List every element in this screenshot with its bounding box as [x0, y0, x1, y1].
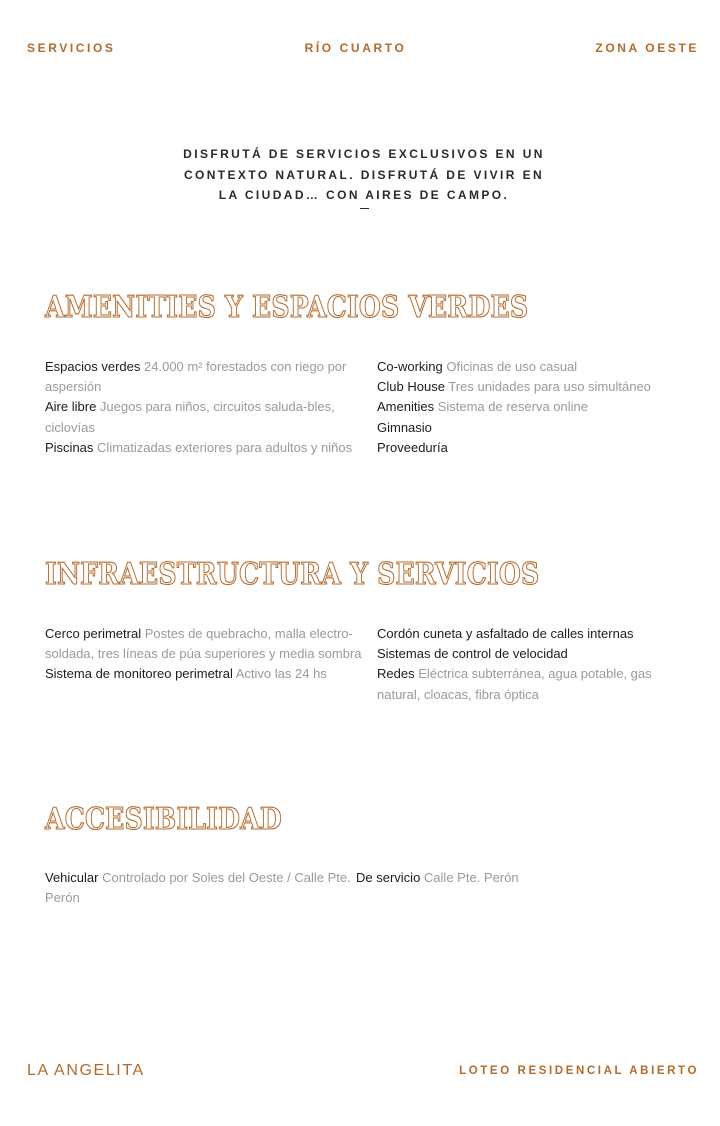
intro-line-3: LA CIUDAD… CON AIRES DE CAMPO. [218, 188, 510, 202]
feature-description: Eléctrica subterránea, agua potable, gas natural, cloacas, fibra óptica [377, 666, 652, 702]
feature-label: Aire libre [45, 399, 97, 415]
infra-right-column [377, 624, 697, 705]
intro-line-1: DISFRUTÁ DE SERVICIOS EXCLUSIVOS EN UN [183, 147, 545, 161]
amenities-right-column [377, 357, 697, 458]
feature-item [377, 377, 697, 397]
footer [27, 1062, 699, 1080]
feature-item [377, 397, 697, 417]
access-right-column [356, 868, 676, 908]
feature-item [45, 357, 377, 397]
amenities-title: AMENITIES Y ESPACIOS VERDES [45, 290, 529, 325]
amenities-left-column [45, 357, 377, 458]
infra-columns [45, 624, 697, 705]
feature-item [45, 438, 377, 458]
footer-tagline: LOTEO RESIDENCIAL ABIERTO [459, 1065, 699, 1077]
access-columns [45, 868, 676, 908]
feature-label: Proveeduría [377, 439, 448, 455]
feature-description: Postes de quebracho, malla electro-soldada, tres líneas de púa superiores y media sombra [45, 626, 362, 662]
feature-label: Gimnasio [377, 419, 432, 435]
feature-description: Tres unidades para uso simultáneo [448, 379, 651, 395]
feature-description: Sistema de reserva online [437, 399, 589, 415]
feature-description: Climatizadas exteriores para adultos y niños [97, 439, 353, 455]
feature-description: Activo las 24 hs [235, 666, 327, 682]
infra-title: INFRAESTRUCTURA Y SERVICIOS [45, 557, 540, 592]
feature-item [377, 644, 697, 664]
feature-label: Cordón cuneta y asfaltado de calles internas [377, 626, 634, 641]
feature-item [377, 664, 697, 704]
intro-divider [360, 208, 369, 210]
feature-description: Oficinas de uso casual [446, 359, 578, 374]
feature-label: De servicio [356, 870, 421, 885]
feature-label: Vehicular [45, 870, 99, 885]
feature-item [377, 438, 697, 458]
feature-label: Amenities [377, 399, 435, 415]
feature-description: Calle Pte. Perón [423, 870, 519, 885]
access-left-column [45, 868, 356, 908]
feature-label: Piscinas [45, 439, 94, 455]
feature-label: Cerco perimetral [45, 626, 142, 641]
top-nav [27, 41, 699, 55]
feature-item [377, 418, 697, 438]
intro [0, 144, 720, 209]
feature-label: Espacios verdes [45, 359, 141, 374]
brand-logo[interactable]: LA ANGELITA [27, 1062, 145, 1079]
feature-description: Juegos para niños, circuitos saluda-bles, ciclovías [45, 399, 335, 435]
nav-link-zona-oeste[interactable]: ZONA OESTE [595, 41, 699, 55]
feature-label: Co-working [377, 359, 443, 374]
feature-description: 24.000 m² forestados con riego por aspersión [45, 359, 347, 395]
access-title: ACCESIBILIDAD [45, 802, 282, 837]
feature-label: Sistema de monitoreo perimetral [45, 666, 233, 682]
feature-item [45, 397, 377, 437]
feature-item [356, 868, 676, 888]
intro-text [0, 144, 720, 206]
nav-link-servicios[interactable]: SERVICIOS [27, 41, 116, 55]
feature-label: Redes [377, 666, 415, 682]
feature-label: Club House [377, 379, 445, 395]
feature-item [377, 624, 697, 644]
feature-item [377, 357, 697, 377]
intro-line-2: CONTEXTO NATURAL. DISFRUTÁ DE VIVIR EN [183, 167, 545, 182]
feature-label: Sistemas de control de velocidad [377, 646, 568, 662]
feature-item [45, 868, 356, 908]
amenities-columns [45, 357, 697, 458]
feature-item [45, 624, 377, 664]
feature-description: Controlado por Soles del Oeste / Calle Pte. Perón [45, 870, 351, 906]
infra-left-column [45, 624, 377, 705]
nav-link-rio-cuarto[interactable]: RÍO CUARTO [304, 41, 407, 55]
feature-item [45, 664, 377, 684]
